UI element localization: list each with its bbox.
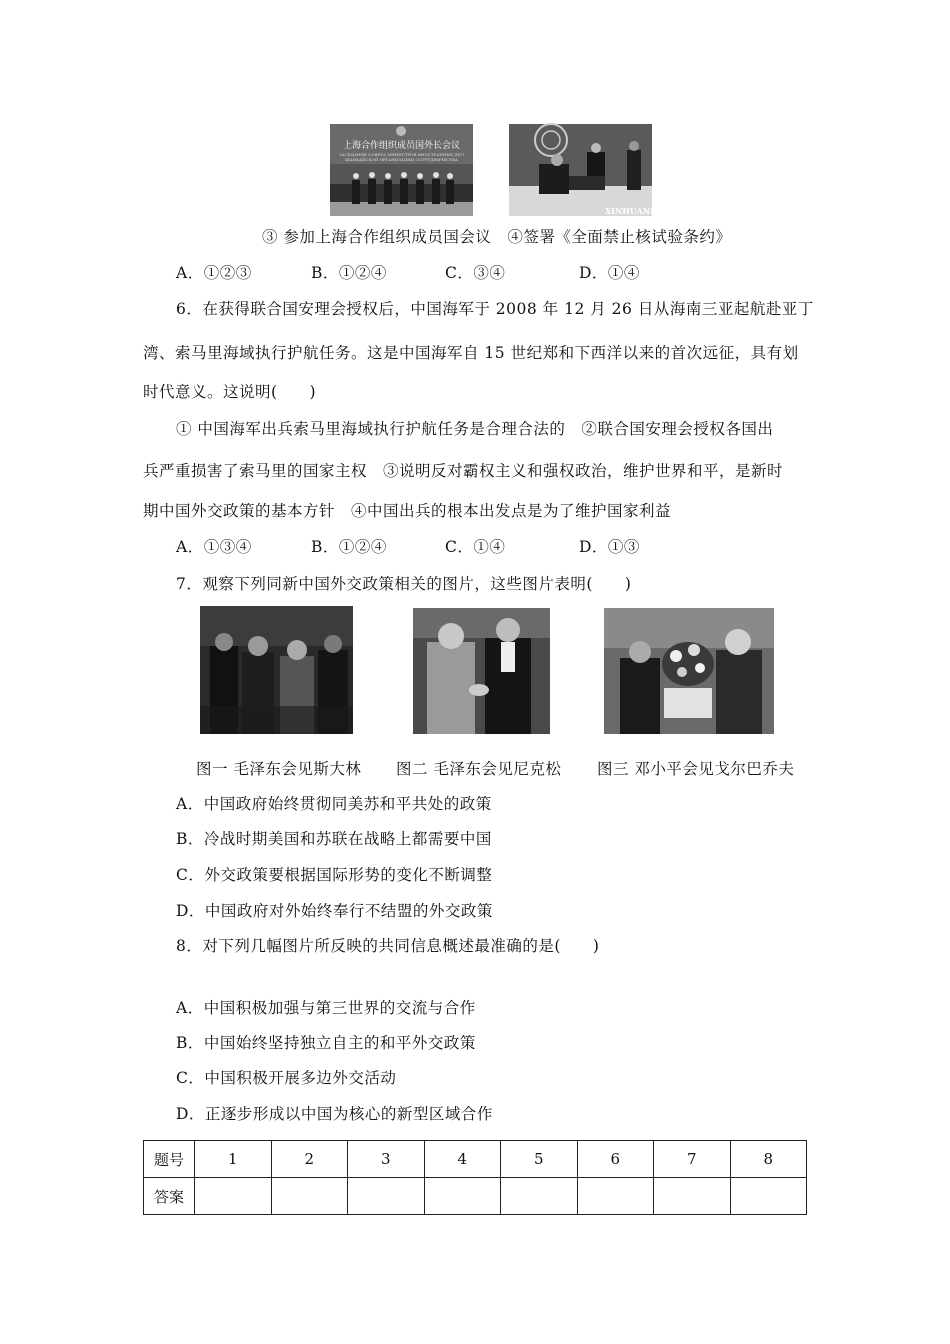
q6-stem-line-1: 6．在获得联合国安理会授权后，中国海军于 2008 年 12 月 26 日从海南三亚起航赴亚丁 <box>176 300 814 318</box>
photo-watermark: XINHUANET <box>605 206 663 216</box>
q6-stem-line-2: 湾、索马里海域执行护航任务。这是中国海军自 15 世纪郑和下西洋以来的首次远征，具有划 <box>143 344 799 362</box>
answer-table-number: 2 <box>271 1141 348 1178</box>
answer-cell[interactable] <box>424 1178 501 1215</box>
answer-cell[interactable] <box>730 1178 807 1215</box>
q5-option-b: B．①②④ <box>311 264 387 282</box>
q7-caption-2: 图二 毛泽东会见尼克松 <box>396 760 562 778</box>
photo-sco-meeting <box>330 124 473 216</box>
q6-option-d: D．①③ <box>579 538 640 556</box>
answer-cell[interactable] <box>348 1178 425 1215</box>
q6-option-a: A．①③④ <box>176 538 252 556</box>
answer-table-number: 5 <box>501 1141 578 1178</box>
answer-table-number-row <box>144 1141 807 1178</box>
q7-caption-3: 图三 邓小平会见戈尔巴乔夫 <box>597 760 795 778</box>
answer-cell[interactable] <box>271 1178 348 1215</box>
q5-photo-caption: ③ 参加上海合作组织成员国会议 ④签署《全面禁止核试验条约》 <box>262 228 732 246</box>
answer-cell[interactable] <box>577 1178 654 1215</box>
answer-table-number: 1 <box>195 1141 272 1178</box>
answer-table-number: 6 <box>577 1141 654 1178</box>
q8-stem: 8．对下列几幅图片所反映的共同信息概述最准确的是( ) <box>176 937 600 955</box>
answer-table-number: 3 <box>348 1141 425 1178</box>
q7-option-c: C．外交政策要根据国际形势的变化不断调整 <box>176 866 493 884</box>
q7-stem: 7．观察下列同新中国外交政策相关的图片，这些图片表明( ) <box>176 575 632 593</box>
photo-deng-gorbachev <box>604 608 774 734</box>
answer-table-number: 8 <box>730 1141 807 1178</box>
q7-caption-1: 图一 毛泽东会见斯大林 <box>196 760 362 778</box>
q8-option-b: B．中国始终坚持独立自主的和平外交政策 <box>176 1034 476 1052</box>
answer-table-number: 7 <box>654 1141 731 1178</box>
photo-banner-subtext: ЗАСЕДАНИЕ СОВЕТА МИНИСТРОВ ИНОСТРАННЫХ ДЕЛ ШАНХАЙСКОЙ ОРГАНИЗАЦИИ СОТРУДНИЧЕСТВА <box>339 152 464 162</box>
q6-option-c: C．①④ <box>445 538 506 556</box>
photo-mao-nixon <box>413 608 550 734</box>
answer-table-number-label: 题号 <box>144 1141 195 1178</box>
q8-option-d: D．正逐步形成以中国为核心的新型区域合作 <box>176 1105 493 1123</box>
q7-option-b: B．冷战时期美国和苏联在战略上都需要中国 <box>176 830 492 848</box>
q6-stem-line-3: 时代意义。这说明( ) <box>143 383 317 401</box>
q5-option-a: A．①②③ <box>176 264 252 282</box>
q8-option-a: A．中国积极加强与第三世界的交流与合作 <box>176 999 476 1017</box>
q5-option-d: D．①④ <box>579 264 640 282</box>
answer-table-number: 4 <box>424 1141 501 1178</box>
q6-statement-line-3: 期中国外交政策的基本方针 ④中国出兵的根本出发点是为了维护国家利益 <box>143 502 672 520</box>
answer-cell[interactable] <box>654 1178 731 1215</box>
q7-option-d: D．中国政府对外始终奉行不结盟的外交政策 <box>176 902 493 920</box>
answer-cell[interactable] <box>195 1178 272 1215</box>
photo-banner-text: 上海合作组织成员国外长会议 <box>342 141 460 151</box>
photo-mao-stalin <box>200 606 353 734</box>
answer-cell[interactable] <box>501 1178 578 1215</box>
photo-ctbt-signing <box>509 124 663 216</box>
q7-option-a: A．中国政府始终贯彻同美苏和平共处的政策 <box>176 795 492 813</box>
q6-statement-line-2: 兵严重损害了索马里的国家主权 ③说明反对霸权主义和强权政治，维护世界和平，是新时 <box>143 462 784 480</box>
q5-option-c: C．③④ <box>445 264 506 282</box>
answer-table <box>143 1140 807 1215</box>
answer-table-answer-row <box>144 1178 807 1215</box>
q8-option-c: C．中国积极开展多边外交活动 <box>176 1069 397 1087</box>
answer-table-answer-label: 答案 <box>144 1178 195 1215</box>
q6-option-b: B．①②④ <box>311 538 387 556</box>
q6-statement-line-1: ① 中国海军出兵索马里海域执行护航任务是合理合法的 ②联合国安理会授权各国出 <box>176 420 774 438</box>
